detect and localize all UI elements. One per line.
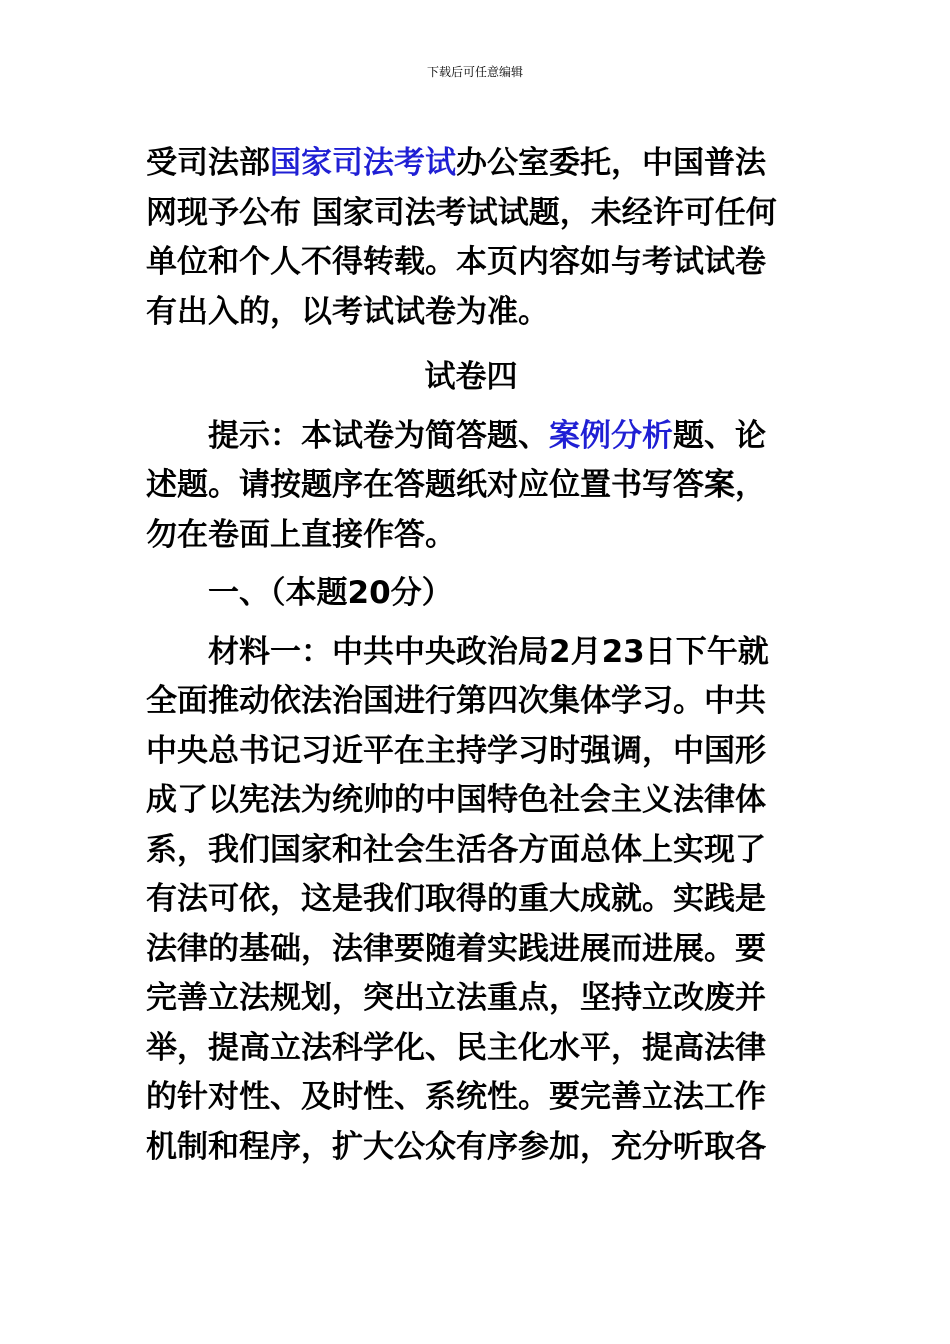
header-note: 下载后可任意编辑	[426, 65, 523, 79]
hint-text-end: 题、论述题。请按题序在答题纸对应位置书写答案，勿在卷面上直接作答。	[146, 417, 766, 553]
document-body	[146, 139, 796, 1172]
intro-paragraph	[146, 139, 796, 337]
material-one-paragraph: 材料一：中共中央政治局2月23日下午就全面推动依法治国进行第四次集体学习。中共中央总书记习近平在主持学习时强调，中国形成了以宪法为统帅的中国特色社会主义法律体系，我们国家和社会生活各方面总体上实现了有法可依，这是我们取得的重大成就。实践是法律的基础，法律要随着实践进展而进展。要完善立法规划，突出立法重点，坚持立改废并举，提高立法科学化、民主化水平，提高法律的针对性、及时性、系统性。要完善立法工作机制和程序，扩大公众有序参加，充分听取各	[146, 633, 769, 1165]
hint-paragraph	[146, 412, 796, 561]
exam-link[interactable]: 国家司法考试	[270, 145, 456, 181]
section-one-heading: 一、（本题20分）	[208, 575, 453, 611]
paper-title: 试卷四	[424, 359, 518, 395]
hint-text-start: 提示：本试卷为简答题、	[208, 417, 549, 454]
intro-text-start: 受司法部	[146, 145, 270, 181]
case-analysis-link[interactable]: 案例分析	[549, 417, 673, 454]
intro-text-end: 办公室委托，中国普法网现予公布 国家司法考试试题，未经许可任何单位和个人不得转载。本页内容如与考试试卷有出入的，以考试试卷为准。	[146, 145, 777, 330]
